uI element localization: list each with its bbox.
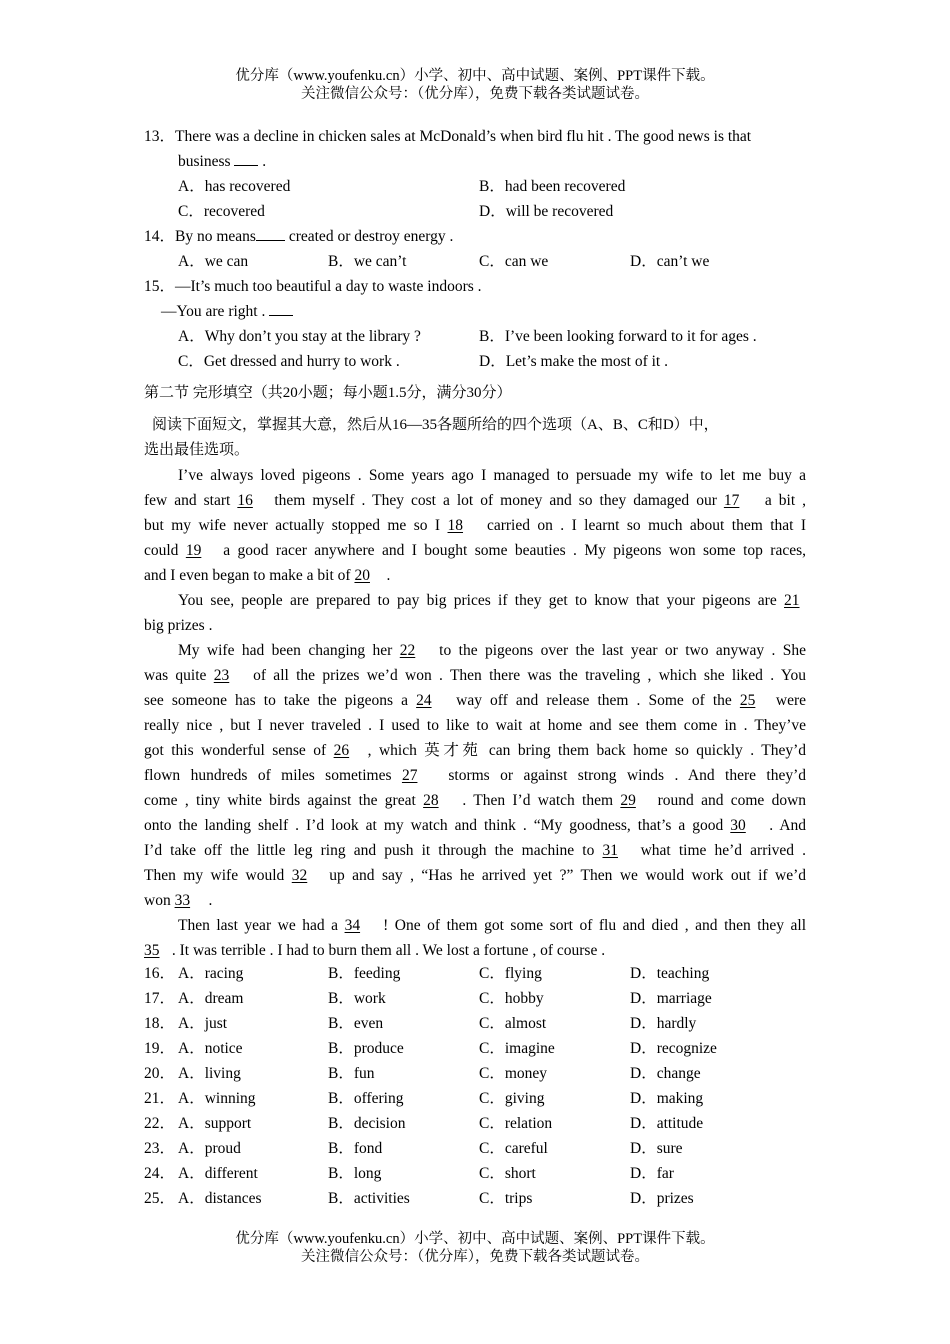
option-d[interactable]: D．sure [630, 1140, 683, 1157]
blank-30[interactable]: 30 [730, 817, 746, 834]
header-line-2: 关注微信公众号：（优分库），免费下载各类试题试卷。 [301, 86, 649, 102]
passage-line: few and start 16 them myself . They cost a lot of money and so they damaged our 17 a bit , [144, 488, 806, 513]
question-13-stem-cont: business . [178, 153, 267, 170]
option-a[interactable]: A．dream [178, 990, 244, 1007]
footer-line-1: 优分库（www.youfenku.cn）小学、初中、高中试题、案例、PPT课件下载。 [235, 1231, 715, 1247]
answer-blank[interactable] [269, 301, 293, 316]
passage-line: onto the landing shelf . I’d look at my watch and think . “My goodness, that’s a good 30 . And [144, 813, 806, 838]
option-d[interactable]: D．hardly [630, 1015, 697, 1032]
blank-27[interactable]: 27 [401, 767, 418, 784]
header-line-1: 优分库（www.youfenku.cn）小学、初中、高中试题、案例、PPT课件下载。 [235, 68, 715, 84]
option-number: 21． [144, 1090, 176, 1107]
option-number: 24． [144, 1165, 176, 1182]
blank-21[interactable]: 21 [784, 592, 800, 609]
passage-line: was quite 23 of all the prizes we’d won . Then there was the traveling , which she liked . You [144, 663, 806, 688]
passage-line: but my wife never actually stopped me so I 18 carried on . I learnt so much about them that I [144, 513, 806, 538]
section-instructions-cont: 选出最佳选项。 [144, 442, 250, 458]
option-c[interactable]: C．short [479, 1165, 536, 1182]
passage-line: and I even began to make a bit of 20 . [144, 563, 806, 588]
option-a[interactable]: A．notice [178, 1040, 243, 1057]
option-14-a[interactable]: A．we can [178, 253, 249, 270]
option-number: 25． [144, 1190, 176, 1207]
answer-blank[interactable] [234, 151, 258, 166]
option-number: 23． [144, 1140, 176, 1157]
passage-line: got this wonderful sense of 26 , which 英才苑 can bring them back home so quickly . They’d [144, 738, 806, 763]
answer-blank[interactable] [256, 226, 285, 241]
option-14-d[interactable]: D．can’t we [630, 253, 710, 270]
option-b[interactable]: B．feeding [328, 965, 401, 982]
blank-33[interactable]: 33 [174, 892, 191, 909]
blank-34[interactable]: 34 [344, 917, 361, 934]
option-b[interactable]: B．offering [328, 1090, 404, 1107]
passage-line: flown hundreds of miles sometimes 27 storms or against strong winds . And there they’d [144, 763, 806, 788]
option-a[interactable]: A．just [178, 1015, 228, 1032]
blank-23[interactable]: 23 [213, 667, 230, 684]
option-13-b[interactable]: B．had been recovered [479, 178, 626, 195]
option-b[interactable]: B．long [328, 1165, 382, 1182]
option-15-a[interactable]: A．Why don’t you stay at the library ? [178, 328, 421, 345]
blank-19[interactable]: 19 [185, 542, 202, 559]
option-15-d[interactable]: D．Let’s make the most of it . [479, 353, 668, 370]
question-number: 14． [144, 228, 176, 245]
blank-16[interactable]: 16 [237, 492, 253, 509]
option-c[interactable]: C．money [479, 1065, 548, 1082]
option-c[interactable]: C．trips [479, 1190, 533, 1207]
passage-line: Then my wife would 32 up and say , “Has he arrived yet ?” Then we would work out if we’d [144, 863, 806, 888]
option-a[interactable]: A．different [178, 1165, 258, 1182]
blank-17[interactable]: 17 [723, 492, 740, 509]
passage-line: could 19 a good racer anywhere and I bought some beauties . My pigeons won some top races, [144, 538, 806, 563]
option-a[interactable]: A．distances [178, 1190, 262, 1207]
option-b[interactable]: B．decision [328, 1115, 406, 1132]
option-a[interactable]: A．proud [178, 1140, 241, 1157]
blank-24[interactable]: 24 [416, 692, 432, 709]
blank-18[interactable]: 18 [447, 517, 464, 534]
option-d[interactable]: D．change [630, 1065, 701, 1082]
passage-line: My wife had been changing her 22 to the pigeons over the last year or two anyway . She [178, 638, 806, 663]
option-13-c[interactable]: C．recovered [178, 203, 265, 220]
blank-28[interactable]: 28 [423, 792, 439, 809]
option-d[interactable]: D．attitude [630, 1115, 704, 1132]
option-a[interactable]: A．support [178, 1115, 252, 1132]
blank-32[interactable]: 32 [291, 867, 308, 884]
option-15-b[interactable]: B．I’ve been looking forward to it for ages . [479, 328, 757, 345]
option-b[interactable]: B．fond [328, 1140, 383, 1157]
question-number: 13． [144, 128, 176, 145]
option-c[interactable]: C．almost [479, 1015, 547, 1032]
option-14-b[interactable]: B．we can’t [328, 253, 407, 270]
passage-line: big prizes . [144, 617, 213, 634]
option-number: 20． [144, 1065, 176, 1082]
question-15-stem: 15．—It’s much too beautiful a day to waste indoors . [144, 278, 482, 295]
option-a[interactable]: A．living [178, 1065, 241, 1082]
option-number: 16． [144, 965, 176, 982]
option-c[interactable]: C．imagine [479, 1040, 555, 1057]
option-b[interactable]: B．fun [328, 1065, 375, 1082]
option-14-c[interactable]: C．can we [479, 253, 549, 270]
question-number: 15． [144, 278, 176, 295]
blank-35[interactable]: 35 [144, 942, 160, 959]
option-d[interactable]: D．prizes [630, 1190, 694, 1207]
page-header [0, 67, 950, 103]
passage-line: won 33 . [144, 888, 806, 913]
option-c[interactable]: C．giving [479, 1090, 545, 1107]
passage-line: really nice , but I never traveled . I used to like to wait at home and see them come in . They’ve [144, 717, 806, 734]
option-d[interactable]: D．recognize [630, 1040, 717, 1057]
option-d[interactable]: D．marriage [630, 990, 712, 1007]
blank-29[interactable]: 29 [620, 792, 636, 809]
page-footer [0, 1230, 950, 1266]
option-b[interactable]: B．even [328, 1015, 384, 1032]
blank-26[interactable]: 26 [333, 742, 350, 759]
passage-line: I’d take off the little leg ring and push it through the machine to 31 what time he’d arrived . [144, 838, 806, 863]
option-number: 18． [144, 1015, 176, 1032]
section-instructions: 阅读下面短文，掌握其大意，然后从16—35各题所给的四个选项（A、B、C和D）中， [152, 417, 719, 433]
option-a[interactable]: A．winning [178, 1090, 256, 1107]
option-d[interactable]: D．making [630, 1090, 704, 1107]
passage-line: Then last year we had a 34 ! One of them got some sort of flu and died , and then they all [178, 913, 806, 938]
footer-line-2: 关注微信公众号：（优分库），免费下载各类试题试卷。 [301, 1249, 649, 1265]
option-15-c[interactable]: C．Get dressed and hurry to work . [178, 353, 400, 370]
option-b[interactable]: B．activities [328, 1190, 410, 1207]
option-c[interactable]: C．hobby [479, 990, 544, 1007]
option-13-a[interactable]: A．has recovered [178, 178, 291, 195]
section-title: 第二节 完形填空（共20小题；每小题1.5分，满分30分） [144, 385, 512, 401]
option-c[interactable]: C．flying [479, 965, 542, 982]
option-b[interactable]: B．produce [328, 1040, 404, 1057]
question-14-stem: 14．By no means created or destroy energy . [144, 228, 454, 245]
passage-line: 35 . It was terrible . I had to burn them all . We lost a fortune , of course . [144, 938, 806, 963]
option-number: 22． [144, 1115, 176, 1132]
passage-line: come , tiny white birds against the great 28 . Then I’d watch them 29 round and come down [144, 788, 806, 813]
blank-31[interactable]: 31 [602, 842, 618, 859]
option-13-d[interactable]: D．will be recovered [479, 203, 614, 220]
option-b[interactable]: B．work [328, 990, 386, 1007]
blank-22[interactable]: 22 [399, 642, 416, 659]
passage-line: You see, people are prepared to pay big prices if they get to know that your pigeons are 21 [178, 588, 806, 613]
option-d[interactable]: D．teaching [630, 965, 710, 982]
passage-line: see someone has to take the pigeons a 24 way off and release them . Some of the 25 were [144, 688, 806, 713]
option-number: 17． [144, 990, 176, 1007]
blank-25[interactable]: 25 [739, 692, 756, 709]
option-c[interactable]: C．careful [479, 1140, 548, 1157]
question-15-stem-cont: —You are right . [161, 299, 293, 324]
option-c[interactable]: C．relation [479, 1115, 553, 1132]
option-a[interactable]: A．racing [178, 965, 244, 982]
option-number: 19． [144, 1040, 176, 1057]
passage-line: I’ve always loved pigeons . Some years ago I managed to persuade my wife to let me buy a [178, 467, 806, 484]
question-13-stem: 13．There was a decline in chicken sales at McDonald’s when bird flu hit . The good news is that [144, 128, 752, 145]
blank-20[interactable]: 20 [354, 567, 370, 584]
option-d[interactable]: D．far [630, 1165, 674, 1182]
